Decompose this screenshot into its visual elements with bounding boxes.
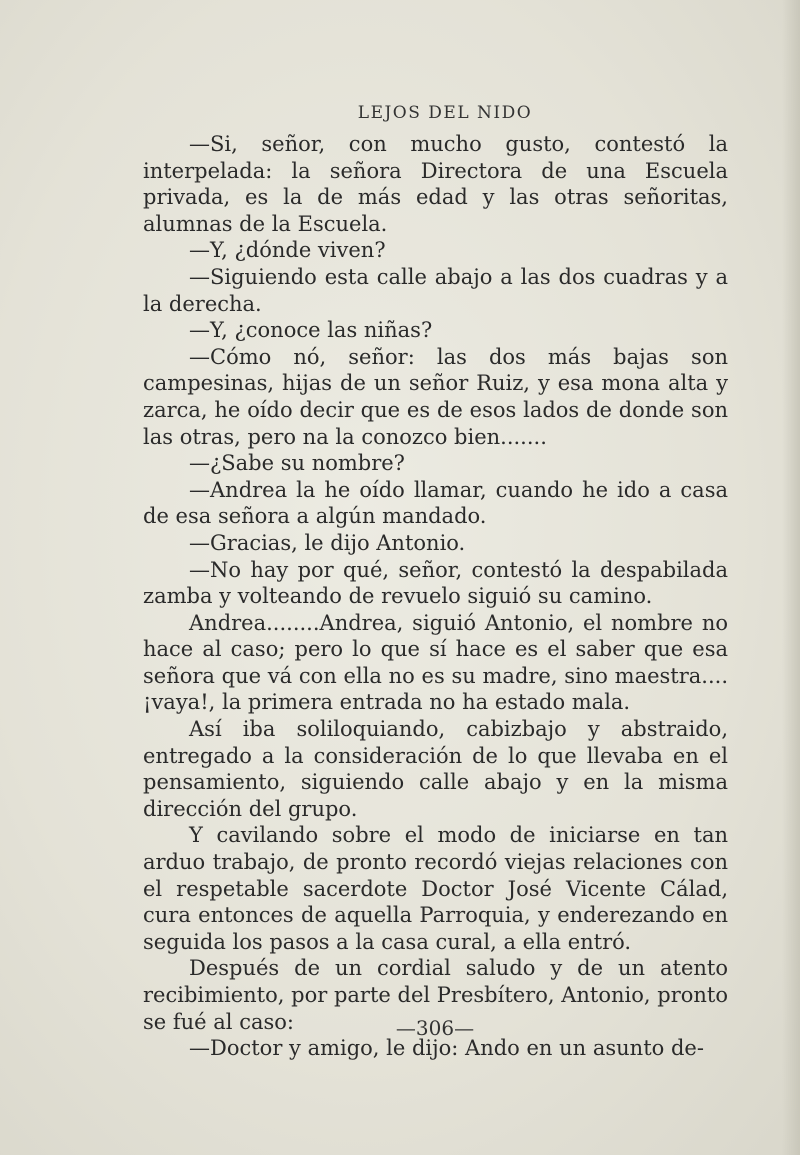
paragraph: —¿Sabe su nombre? (189, 451, 405, 476)
page-edge-shadow (782, 0, 800, 1155)
running-header: LEJOS DEL NIDO (357, 103, 533, 123)
paragraph: —Gracias, le dijo Antonio. (189, 530, 466, 555)
paragraph: Así iba soliloquiando, cabizbajo y abstraido, entregado a la consideración de lo que llevaba en el pensamiento, siguiendo calle abajo y en la misma dirección del grupo. (143, 717, 728, 821)
paragraph: —Y, ¿dónde viven? (189, 238, 386, 263)
paragraph: Y cavilando sobre el modo de iniciarse en tan arduo trabajo, de pronto recordó viejas relaciones con el respetable sacerdote Doctor José Vicente Cálad, cura entonces de aquella Parroquia, y enderezando en seguida los pasos a la casa cural, a ella entró. (143, 823, 728, 954)
body-text (143, 131, 728, 1062)
paragraph: —Andrea la he oído llamar, cuando he ido a casa de esa señora a algún mandado. (143, 477, 728, 529)
paragraph: Después de un cordial saludo y de un atento recibimiento, por parte del Presbítero, Antonio, pronto se fué al caso: (143, 956, 728, 1034)
paragraph: —Si, señor, con mucho gusto, contestó la interpelada: la señora Directora de una Escuela privada, es la de más edad y las otras señoritas, alumnas de la Escuela. (143, 132, 728, 236)
paragraph: Andrea........Andrea, siguió Antonio, el nombre no hace al caso; pero lo que sí hace es el saber que esa señora que vá con ella no es su madre, sino maestra.... ¡vaya!, la primera entrada no ha estado mala. (143, 610, 728, 715)
paragraph: —Siguiendo esta calle abajo a las dos cuadras y a la derecha. (143, 264, 728, 316)
page-number: —306— (395, 1016, 475, 1040)
paragraph: —Y, ¿conoce las niñas? (189, 318, 433, 343)
paragraph: —Cómo nó, señor: las dos más bajas son campesinas, hijas de un señor Ruiz, y esa mona alta y zarca, he oído decir que es de esos lados de donde son las otras, pero na la conozco bien....... (143, 344, 728, 449)
paragraph: —No hay por qué, señor, contestó la despabilada zamba y volteando de revuelo siguió su camino. (143, 557, 728, 609)
paragraph: —Doctor y amigo, le dijo: Ando en un asunto de- (189, 1036, 704, 1061)
